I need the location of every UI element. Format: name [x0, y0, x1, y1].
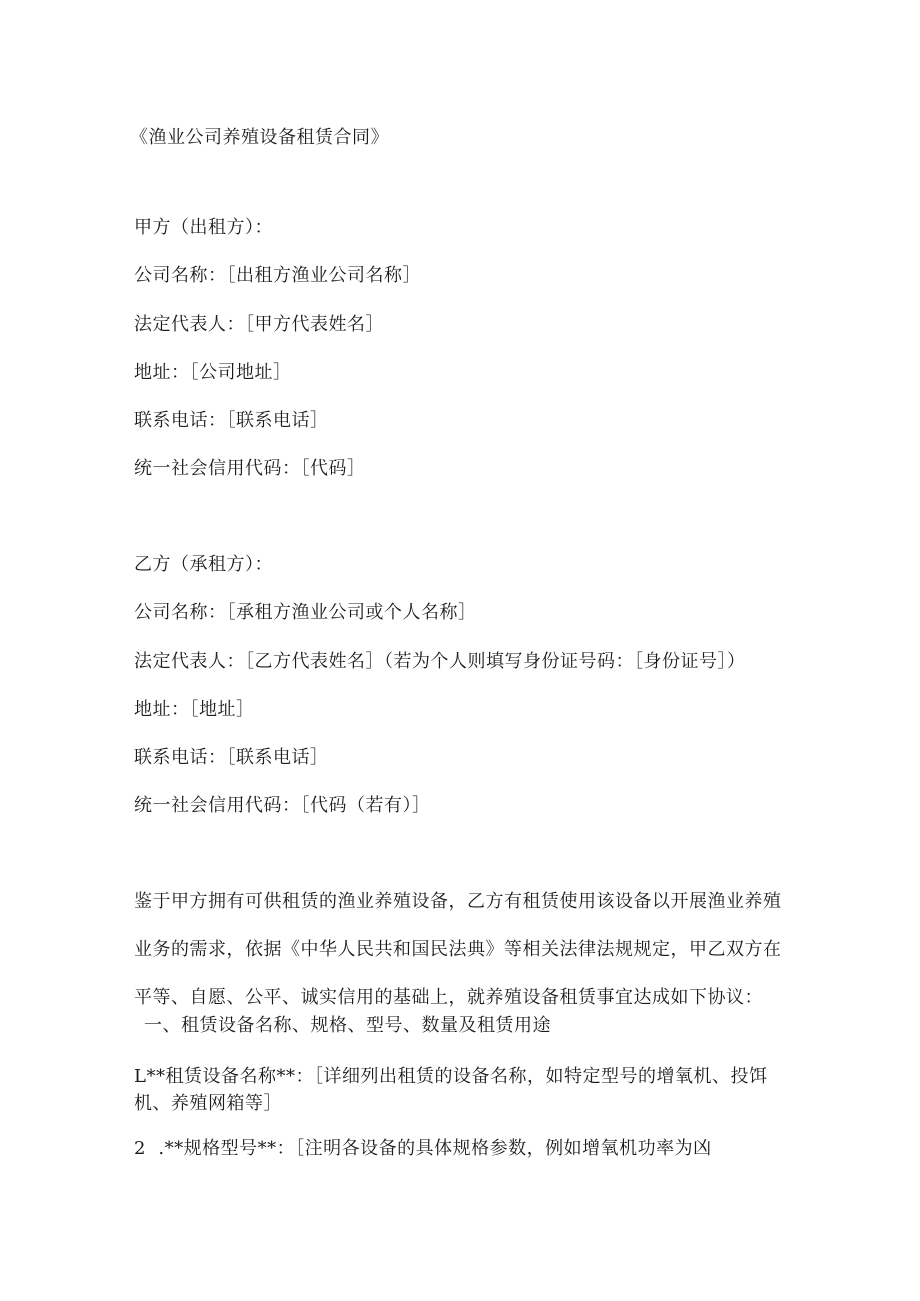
- party-a-company: 公司名称：［出租方渔业公司名称］: [134, 265, 421, 286]
- item-1-line-1: L**租赁设备名称**：［详细列出租赁的设备名称，如特定型号的增氧机、投饵: [134, 1066, 768, 1087]
- party-b-credit-code: 统一社会信用代码：［代码（若有）］: [134, 795, 431, 816]
- party-a-phone: 联系电话：［联系电话］: [134, 410, 329, 431]
- party-b-heading: 乙方（承租方）：: [134, 554, 273, 575]
- party-b-legal-rep: 法定代表人：［乙方代表姓名］（若为个人则填写身份证号码：［身份证号］）: [134, 651, 746, 672]
- party-b-phone: 联系电话：［联系电话］: [134, 747, 329, 768]
- party-a-address: 地址：［公司地址］: [134, 362, 292, 383]
- party-b-address: 地址：［地址］: [134, 699, 255, 720]
- preamble-line-2: 业务的需求，依据《中华人民共和国民法典》等相关法律法规规定，甲乙双方在: [134, 939, 782, 960]
- party-b-company: 公司名称：［承租方渔业公司或个人名称］: [134, 602, 477, 623]
- section-1-heading: 一、租赁设备名称、规格、型号、数量及租赁用途: [144, 1015, 551, 1036]
- party-a-heading: 甲方（出租方）：: [134, 217, 273, 238]
- party-a-legal-rep: 法定代表人：［甲方代表姓名］: [134, 314, 384, 335]
- document-title: 《渔业公司养殖设备租赁合同》: [130, 127, 389, 148]
- item-2-line: 2 .**规格型号**：［注明各设备的具体规格参数，例如增氧机功率为凶: [134, 1138, 712, 1159]
- preamble-line-1: 鉴于甲方拥有可供租赁的渔业养殖设备，乙方有租赁使用该设备以开展渔业养殖: [134, 891, 782, 912]
- party-a-credit-code: 统一社会信用代码：［代码］: [134, 458, 366, 479]
- item-1-line-2: 机、养殖网箱等］: [134, 1093, 282, 1114]
- preamble-line-3: 平等、自愿、公平、诚实信用的基础上，就养殖设备租赁事宜达成如下协议：: [134, 987, 763, 1008]
